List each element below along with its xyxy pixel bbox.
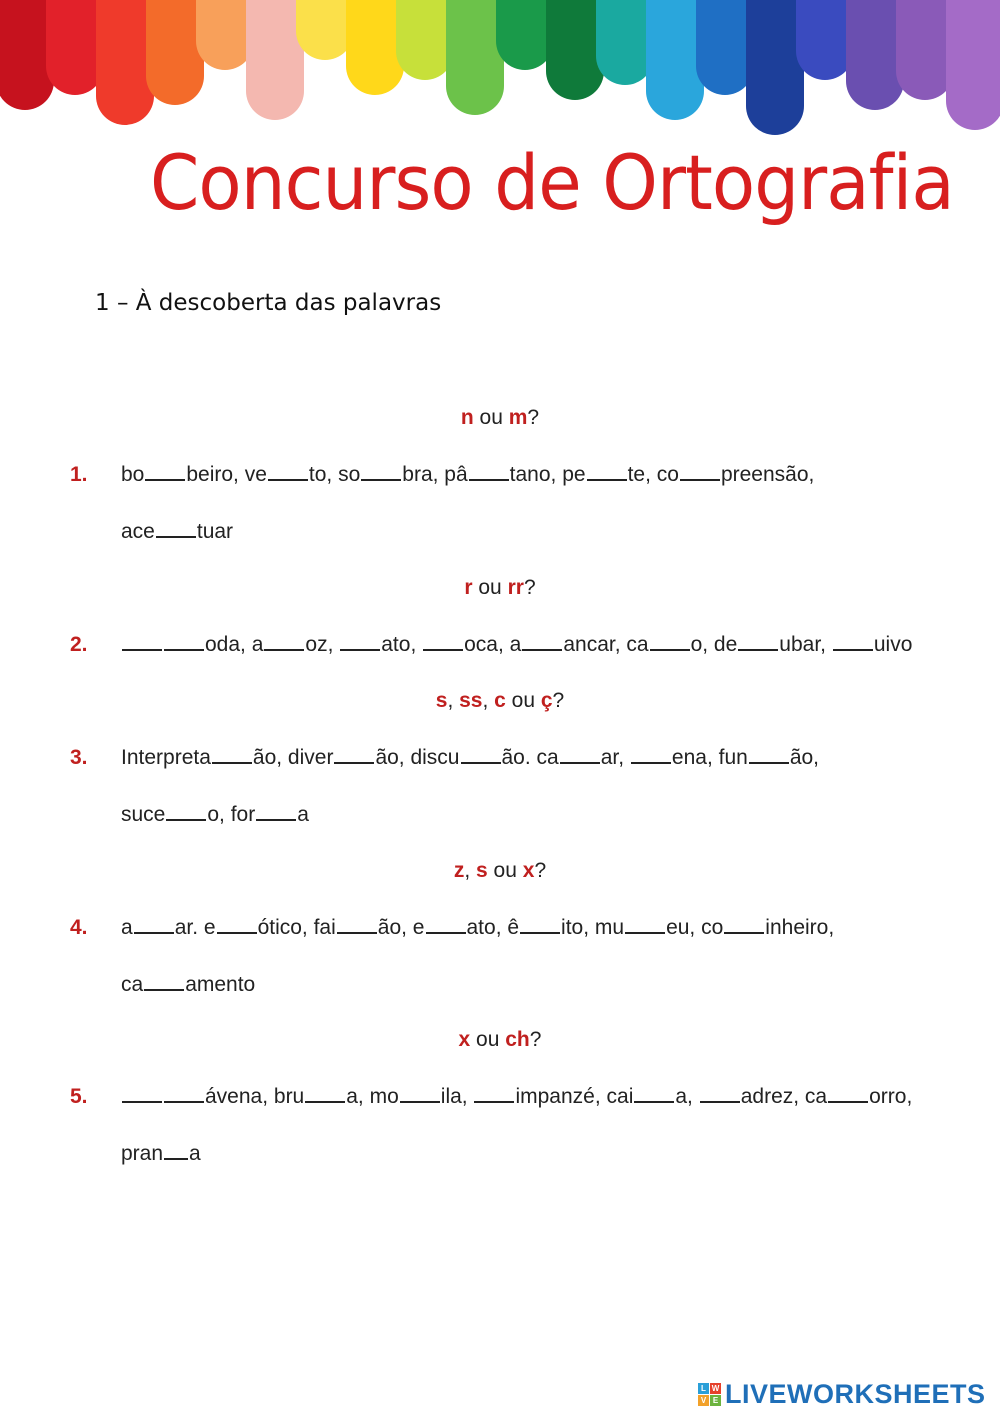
letter-option: s [435,689,448,712]
word-fragment: oca, a [464,633,522,656]
word-fragment: a, [675,1085,699,1108]
letter-option: x [458,1028,471,1051]
word-fragment: oz, [305,633,340,656]
word-fragment: inheiro, [765,916,835,939]
fill-in-blank[interactable] [833,649,873,651]
fill-in-blank[interactable] [426,932,466,934]
section-heading: 1 – À descoberta das palavras [95,290,442,316]
paint-drip [796,0,854,80]
word-fragment: uivo [873,633,913,656]
paint-drip [96,0,154,125]
paint-drip [646,0,704,120]
logo-mark-letter: E [710,1395,721,1406]
fill-in-blank[interactable] [156,536,196,538]
word-fragment: ávena, bru [205,1085,305,1108]
fill-in-blank[interactable] [423,649,463,651]
exercise-line [121,746,819,770]
word-fragment: tano, pe [509,463,586,486]
fill-in-blank[interactable] [268,479,308,481]
fill-in-blank[interactable] [680,479,720,481]
letter-option: s [476,859,488,882]
fill-in-blank[interactable] [212,762,252,764]
word-fragment: ar, [600,746,630,769]
prompt-text: , [482,689,495,712]
fill-in-blank[interactable] [625,932,665,934]
word-fragment: ão, [789,746,820,769]
word-fragment: ato, ê [466,916,520,939]
prompt-text: ? [523,576,536,599]
letter-option: z [453,859,465,882]
fill-in-blank[interactable] [474,1101,514,1103]
word-fragment: impanzé, cai [515,1085,634,1108]
exercise-line [121,1142,201,1166]
word-fragment: amento [185,973,256,996]
word-fragment: ancar, ca [563,633,649,656]
fill-in-blank[interactable] [340,649,380,651]
liveworksheets-logo [698,1378,986,1410]
exercise-line [121,463,814,487]
paint-drip [546,0,604,100]
exercise-line [121,1085,912,1109]
exercise-prompt [0,576,1000,600]
word-fragment: ato, [381,633,423,656]
fill-in-blank[interactable] [166,819,206,821]
fill-in-blank[interactable] [724,932,764,934]
letter-option: ss [459,689,483,712]
fill-in-blank[interactable] [828,1101,868,1103]
word-fragment: o, de [690,633,738,656]
fill-in-blank[interactable] [520,932,560,934]
letter-option: ç [540,689,553,712]
word-fragment: Interpreta [121,746,211,769]
fill-in-blank[interactable] [164,1158,188,1160]
exercise-number: 4. [70,916,88,939]
word-fragment: o, for [207,803,256,826]
prompt-text: ? [552,689,565,712]
word-fragment: a, mo [346,1085,399,1108]
word-fragment: to, so [308,463,361,486]
word-fragment: preensão, [720,463,815,486]
exercise-number: 1. [70,463,88,486]
word-fragment: ila, [440,1085,474,1108]
fill-in-blank[interactable] [334,762,374,764]
prompt-text: ou [505,689,541,712]
paint-drip [696,0,754,95]
logo-mark-letter: V [698,1395,709,1406]
prompt-text: ou [473,406,509,429]
prompt-text: ou [470,1028,506,1051]
word-fragment: ão. ca [501,746,559,769]
fill-in-blank[interactable] [461,762,501,764]
paint-drip [446,0,504,115]
word-fragment: ca [121,973,144,996]
logo-text: LIVEWORKSHEETS [725,1378,986,1409]
fill-in-blank[interactable] [145,479,185,481]
fill-in-blank[interactable] [700,1101,740,1103]
word-fragment: ão, diver [252,746,334,769]
word-fragment: ubar, [779,633,832,656]
fill-in-blank[interactable] [164,1101,204,1103]
prompt-text: , [464,859,477,882]
word-fragment: a [189,1142,201,1165]
word-fragment: bra, pâ [402,463,468,486]
paint-drip [146,0,204,105]
fill-in-blank[interactable] [631,762,671,764]
fill-in-blank[interactable] [264,649,304,651]
paint-drip [346,0,404,95]
letter-option: m [508,406,528,429]
prompt-text: ? [527,406,540,429]
word-fragment: tuar [196,520,234,543]
exercise-number: 5. [70,1085,88,1108]
paint-drip [746,0,804,135]
paint-drip [596,0,654,85]
fill-in-blank[interactable] [560,762,600,764]
prompt-text: ou [472,576,508,599]
paint-drip [296,0,354,60]
fill-in-blank[interactable] [522,649,562,651]
letter-option: ch [505,1028,530,1051]
paint-drip [196,0,254,70]
letter-option: c [494,689,506,712]
word-fragment: orro, [869,1085,913,1108]
paint-drip [46,0,104,95]
prompt-text: ? [534,859,547,882]
exercise-prompt [0,406,1000,430]
exercise-line [121,973,255,997]
word-fragment: ótico, fai [257,916,336,939]
exercise-line [121,520,233,544]
exercise-prompt [0,1028,1000,1052]
paint-drips-banner [0,0,1000,160]
fill-in-blank[interactable] [634,1101,674,1103]
word-fragment: beiro, ve [186,463,267,486]
word-fragment: a [297,803,309,826]
letter-option: rr [507,576,524,599]
fill-in-blank[interactable] [650,649,690,651]
paint-drip [846,0,904,110]
exercise-line [121,916,834,940]
logo-mark-letter: W [711,1383,720,1393]
word-fragment: ace [121,520,155,543]
prompt-text: , [447,689,460,712]
liveworksheets-logo-icon [698,1383,721,1406]
word-fragment: a [121,916,133,939]
exercise-line [121,633,912,657]
fill-in-blank[interactable] [749,762,789,764]
word-fragment: adrez, ca [740,1085,828,1108]
word-fragment: ito, mu [561,916,625,939]
word-fragment: bo [121,463,145,486]
fill-in-blank[interactable] [305,1101,345,1103]
paint-drip [246,0,304,120]
fill-in-blank[interactable] [164,649,204,651]
exercise-prompt [0,859,1000,883]
fill-in-blank[interactable] [122,1101,162,1103]
fill-in-blank[interactable] [361,479,401,481]
fill-in-blank[interactable] [337,932,377,934]
word-fragment: pran [121,1142,164,1165]
fill-in-blank[interactable] [134,932,174,934]
fill-in-blank[interactable] [122,649,162,651]
exercise-prompt [0,689,1000,713]
word-fragment: ena, fun [671,746,748,769]
exercise-number: 2. [70,633,88,656]
word-fragment: te, co [627,463,679,486]
word-fragment: ar. e [174,916,216,939]
word-fragment: oda, a [205,633,264,656]
paint-drip [496,0,554,70]
letter-option: n [460,406,474,429]
fill-in-blank[interactable] [256,819,296,821]
prompt-text: ? [529,1028,542,1051]
word-fragment: ão, e [377,916,425,939]
fill-in-blank[interactable] [469,479,509,481]
fill-in-blank[interactable] [587,479,627,481]
fill-in-blank[interactable] [217,932,257,934]
prompt-text: ou [487,859,523,882]
paint-drip [396,0,454,80]
paint-drip [896,0,954,100]
word-fragment: eu, co [666,916,724,939]
paint-drip [946,0,1000,130]
word-fragment: ão, discu [375,746,460,769]
fill-in-blank[interactable] [400,1101,440,1103]
fill-in-blank[interactable] [144,989,184,991]
word-fragment: suce [121,803,166,826]
fill-in-blank[interactable] [738,649,778,651]
exercise-line [121,803,309,827]
page-title: Concurso de Ortografia [150,138,954,227]
letter-option: x [522,859,535,882]
letter-option: r [464,576,473,599]
exercise-number: 3. [70,746,88,769]
logo-mark-letter: L [698,1383,709,1394]
paint-drip [0,0,54,110]
